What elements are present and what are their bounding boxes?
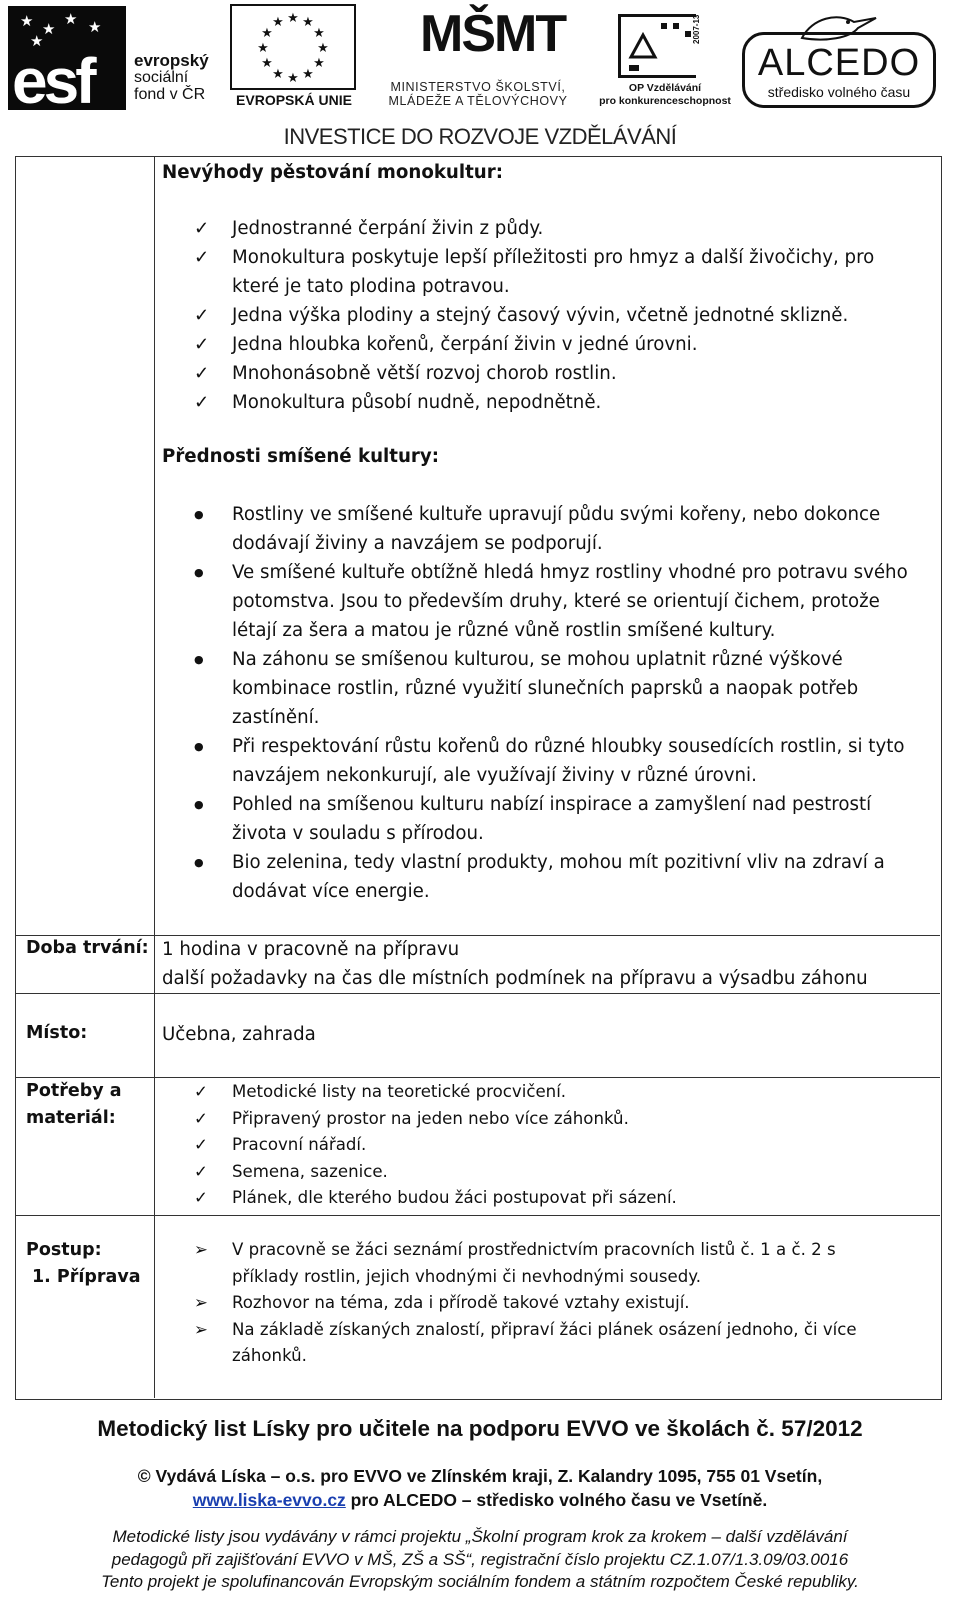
- row-divider-4: [16, 1215, 940, 1216]
- check-icon: ✓: [194, 1135, 208, 1154]
- list-item: [194, 1185, 924, 1212]
- alcedo-subtitle: středisko volného času: [767, 84, 911, 100]
- list-item: [194, 1132, 924, 1159]
- svg-text:★: ★: [302, 67, 314, 82]
- esf-mark-text: esf: [12, 45, 93, 117]
- list-item: [194, 790, 924, 848]
- op-caption-line-2: pro konkurenceschopnost: [599, 94, 731, 107]
- msmt-caption-line-1: MINISTERSTVO ŠKOLSTVÍ,: [390, 80, 566, 94]
- esf-line-1: evropský: [134, 51, 209, 70]
- list-item: [194, 214, 924, 243]
- item-text: Na základě získaných znalostí, připraví žáci plánek osázení jednoho, či více záhonků.: [232, 1319, 857, 1365]
- alcedo-logo: [742, 4, 938, 110]
- place-value: Učebna, zahrada: [162, 1024, 316, 1045]
- esf-logo: [8, 6, 223, 117]
- item-text: Mnohonásobně větší rozvoj chorob rostlin.: [232, 363, 617, 384]
- alcedo-name: ALCEDO: [757, 42, 921, 84]
- needs-label-line-1: Potřeby a: [26, 1081, 122, 1101]
- svg-text:★: ★: [257, 41, 269, 56]
- list-item: [194, 500, 924, 558]
- project-line-2: pedagogů při zajišťování EVVO v MŠ, ZŠ a SŠ“, registrační číslo projektu CZ.1.07/1.3.09/03.0016: [111, 1549, 849, 1569]
- list-item: [194, 1106, 924, 1133]
- item-text: Připravený prostor na jeden nebo více záhonků.: [232, 1108, 629, 1128]
- op-caption: [596, 82, 734, 107]
- bullet-icon: ●: [194, 508, 204, 521]
- op-caption-line-1: OP Vzdělávání: [628, 82, 702, 94]
- disadvantages-list: [194, 214, 924, 417]
- item-text: Pracovní nářadí.: [232, 1135, 367, 1154]
- svg-text:★: ★: [287, 11, 299, 26]
- check-icon: ✓: [194, 218, 210, 239]
- item-text: Monokultura působí nudně, nepodnětně.: [232, 392, 602, 413]
- footer-title: Metodický list Lísky pro učitele na podporu EVVO ve školách č. 57/2012: [97, 1416, 863, 1441]
- list-item: [194, 1079, 924, 1106]
- item-text: Na záhonu se smíšenou kulturou, se mohou uplatnit různé výškové kombinace rostlin, různé využití slunečních paprsků a naopak potřeb zastínění.: [232, 649, 859, 728]
- procedure-list: [194, 1237, 894, 1370]
- esf-mark: ★ ★ ★ ★ ★ esf: [8, 6, 126, 110]
- check-icon: ✓: [194, 1161, 208, 1181]
- list-item: [194, 330, 924, 359]
- bullet-icon: ●: [194, 740, 204, 753]
- bullet-icon: ●: [194, 566, 204, 579]
- svg-text:★: ★: [261, 56, 273, 71]
- eu-flag-icon: [230, 4, 356, 90]
- svg-text:★: ★: [313, 26, 325, 41]
- row-divider-3: [16, 1077, 940, 1078]
- check-icon: ✓: [194, 363, 210, 384]
- msmt-caption: [368, 80, 588, 109]
- row-divider-2: [16, 993, 940, 994]
- svg-text:★: ★: [272, 67, 284, 82]
- project-line-1: Metodické listy jsou vydávány v rámci projektu „Školní program krok za krokem – další vzdělávání: [112, 1527, 848, 1546]
- op-logo: [596, 4, 734, 110]
- list-item: [194, 1317, 894, 1370]
- list-item: [194, 301, 924, 330]
- esf-caption: [134, 52, 209, 103]
- needs-label-line-2: materiál:: [26, 1108, 116, 1128]
- duration-label: Doba trvání:: [26, 938, 149, 958]
- item-text: Pohled na smíšenou kulturu nabízí inspirace a zamyšlení nad pestrostí života v souladu s přírodou.: [232, 794, 872, 844]
- advantages-list: [194, 500, 924, 906]
- list-item: [194, 1159, 924, 1186]
- needs-list: [194, 1079, 924, 1212]
- item-text: Jednostranné čerpání živin z půdy.: [232, 218, 544, 239]
- op-mark-icon: [618, 14, 696, 78]
- procedure-label-line-1: Postup:: [26, 1240, 102, 1260]
- svg-text:★: ★: [313, 56, 325, 71]
- svg-text:★: ★: [272, 15, 284, 30]
- item-text: Semena, sazenice.: [232, 1161, 388, 1181]
- footer-project: [0, 1526, 960, 1594]
- footer-publisher: [0, 1464, 960, 1512]
- list-item: [194, 243, 924, 301]
- duration-line-1: 1 hodina v pracovně na přípravu: [162, 939, 460, 960]
- eu-caption: EVROPSKÁ UNIE: [236, 92, 352, 108]
- list-item: [194, 645, 924, 732]
- list-item: [194, 732, 924, 790]
- list-item: [194, 558, 924, 645]
- msmt-logo: [368, 4, 588, 110]
- duration-line-2: další požadavky na čas dle místních podmínek na přípravu a výsadbu záhonu: [162, 968, 868, 989]
- check-icon: ✓: [194, 1188, 208, 1207]
- publisher-line-1: © Vydává Líska – o.s. pro EVVO ve Zlínském kraji, Z. Kalandry 1095, 755 01 Vsetín,: [137, 1466, 823, 1486]
- list-item: [194, 848, 924, 906]
- arrow-icon: ➢: [194, 1319, 208, 1339]
- op-years: 2007-13: [692, 14, 701, 44]
- item-text: Jedna hloubka kořenů, čerpání živin v jedné úrovni.: [232, 334, 698, 355]
- eu-logo: [230, 4, 358, 110]
- msmt-caption-line-2: MLÁDEŽE A TĚLOVÝCHOVY: [388, 94, 568, 109]
- check-icon: ✓: [194, 305, 210, 326]
- bullet-icon: ●: [194, 856, 204, 869]
- check-icon: ✓: [194, 392, 210, 413]
- place-label: Místo:: [26, 1023, 88, 1043]
- check-icon: ✓: [194, 247, 210, 268]
- list-item: [194, 1290, 894, 1317]
- advantages-heading: Přednosti smíšené kultury:: [162, 446, 439, 467]
- bullet-icon: ●: [194, 798, 204, 811]
- publisher-line-2: [0, 1488, 960, 1512]
- bullet-icon: ●: [194, 653, 204, 666]
- item-text: V pracovně se žáci seznámí prostřednictvím pracovních listů č. 1 a č. 2 s příklady rostlin, jejich vhodnými či nevhodnými sousedy.: [232, 1240, 836, 1286]
- column-divider: [154, 157, 155, 1398]
- check-icon: ✓: [194, 1082, 208, 1101]
- svg-text:★: ★: [261, 26, 273, 41]
- svg-text:★: ★: [287, 71, 299, 86]
- item-text: Jedna výška plodiny a stejný časový vývin, včetně jednotné sklizně.: [232, 305, 849, 326]
- arrow-icon: ➢: [194, 1293, 208, 1312]
- liska-link[interactable]: www.liska-evvo.cz: [192, 1490, 346, 1510]
- svg-text:★: ★: [317, 41, 329, 56]
- header-logos: [0, 0, 960, 120]
- arrow-icon: ➢: [194, 1240, 208, 1259]
- item-text: Při respektování růstu kořenů do různé hloubky sousedících rostlin, si tyto navzájem nekonkurují, ale využívají živiny v různé úrovni.: [232, 736, 905, 786]
- item-text: Plánek, dle kterého budou žáci postupovat při sázení.: [232, 1188, 677, 1207]
- item-text: Monokultura poskytuje lepší příležitosti pro hmyz a další živočichy, pro které je tato plodina potravou.: [232, 247, 875, 297]
- check-icon: ✓: [194, 1108, 208, 1128]
- list-item: [194, 1237, 894, 1290]
- svg-text:★: ★: [302, 15, 314, 30]
- project-line-3: Tento projekt je spolufinancován Evropským sociálním fondem a státním rozpočtem České republiky.: [101, 1572, 859, 1591]
- esf-line-3: fond v ČR: [134, 85, 206, 103]
- list-item: [194, 388, 924, 417]
- disadvantages-heading: Nevýhody pěstování monokultur:: [162, 162, 503, 183]
- row-divider-1: [16, 935, 940, 936]
- check-icon: ✓: [194, 334, 210, 355]
- item-text: Ve smíšené kultuře obtížně hledá hmyz rostliny vhodné pro potravu svého potomstva. Jsou to především druhy, které se orientují čichem, protože létají za šera a matou je různé vůně rostlin smíšené kultury.: [232, 562, 908, 641]
- item-text: Metodické listy na teoretické procvičení.: [232, 1082, 567, 1101]
- publisher-line-2-rest: pro ALCEDO – středisko volného času ve Vsetíně.: [345, 1490, 768, 1510]
- investice-banner: INVESTICE DO ROZVOJE VZDĚLÁVÁNÍ: [283, 124, 677, 149]
- procedure-label-line-2: 1. Příprava: [32, 1267, 141, 1287]
- list-item: [194, 359, 924, 388]
- item-text: Rostliny ve smíšené kultuře upravují půdu svými kořeny, nebo dokonce dodávají živiny a navzájem se podporují.: [232, 504, 881, 554]
- esf-line-2: sociální: [134, 68, 189, 86]
- item-text: Bio zelenina, tedy vlastní produkty, mohou mít pozitivní vliv na zdraví a dodávat více energie.: [232, 852, 885, 902]
- item-text: Rozhovor na téma, zda i přírodě takové vztahy existují.: [232, 1293, 690, 1312]
- msmt-mark: MŠMT: [420, 5, 566, 63]
